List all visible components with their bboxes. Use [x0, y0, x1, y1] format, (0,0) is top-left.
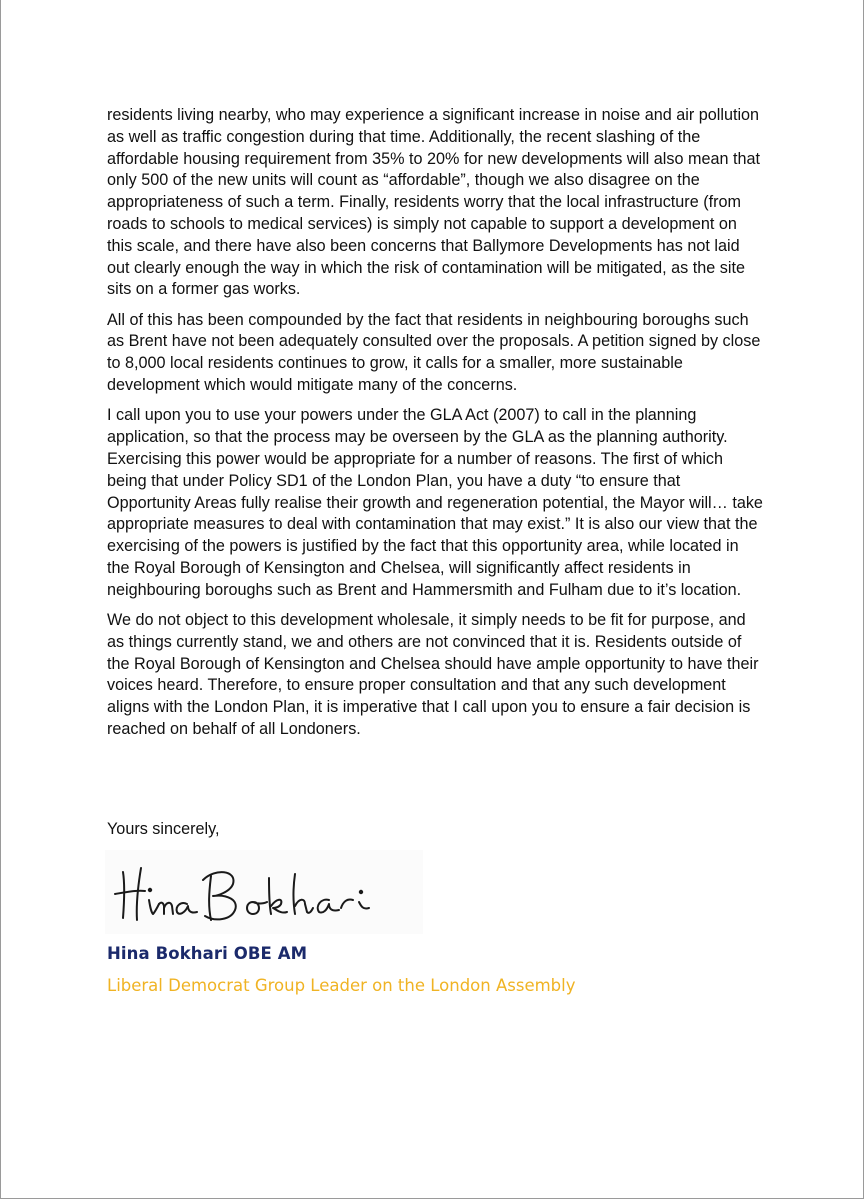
paragraph-1: residents living nearby, who may experience a significant increase in noise and air pollution as well as traffic congestion during that time. Additionally, the recent slashing of the affordable housing requirement from 35% to 20% for new developments will also mean that only 500 of the new units will count as “affordable”, though we also disagree on the appropriateness of such a term. Finally, residents worry that the local infrastructure (from roads to schools to medical services) is simply not capable to support a development on this scale, and there have also been concerns that Ballymore Developments has not laid out clearly enough the way in which the risk of contamination will be mitigated, as the site sits on a former gas works. — [107, 106, 760, 299]
signature-drawing — [105, 850, 423, 934]
closing-salutation: Yours sincerely, — [107, 820, 220, 838]
signer-name: Hina Bokhari OBE AM — [107, 944, 308, 963]
paragraph-3: I call upon you to use your powers under the GLA Act (2007) to call in the planning application, so that the process may be overseen by the GLA as the planning authority. Exercising this power would be appropriate for a number of reasons. The first of which being that under Policy SD1 of the London Plan, you have a duty “to ensure that Opportunity Areas fully realise their growth and regeneration potential, the Mayor will… take appropriate measures to deal with contamination that may exist.” It is also our view that the exercising of the powers is justified by the fact that this opportunity area, while located in the Royal Borough of Kensington and Chelsea, will significantly affect residents in neighbouring boroughs such as Brent and Hammersmith and Fulham due to it’s location. — [107, 406, 763, 599]
paragraph-4: We do not object to this development wholesale, it simply needs to be fit for purpose, and as things currently stand, we and others are not convinced that it is. Residents outside of the Royal Borough of Kensington and Chelsea should have ample opportunity to have their voices heard. Therefore, to ensure proper consultation and that any such development aligns with the London Plan, it is imperative that I call upon you to ensure a fair decision is reached on behalf of all Londoners. — [107, 611, 759, 739]
handwritten-signature — [105, 850, 423, 934]
signer-title: Liberal Democrat Group Leader on the London Assembly — [107, 976, 576, 995]
letter-body — [107, 105, 763, 749]
paragraph-2: All of this has been compounded by the fact that residents in neighbouring boroughs such as Brent have not been adequately consulted over the proposals. A petition signed by close to 8,000 local residents continues to grow, it calls for a smaller, more sustainable development which would mitigate many of the concerns. — [107, 310, 761, 395]
